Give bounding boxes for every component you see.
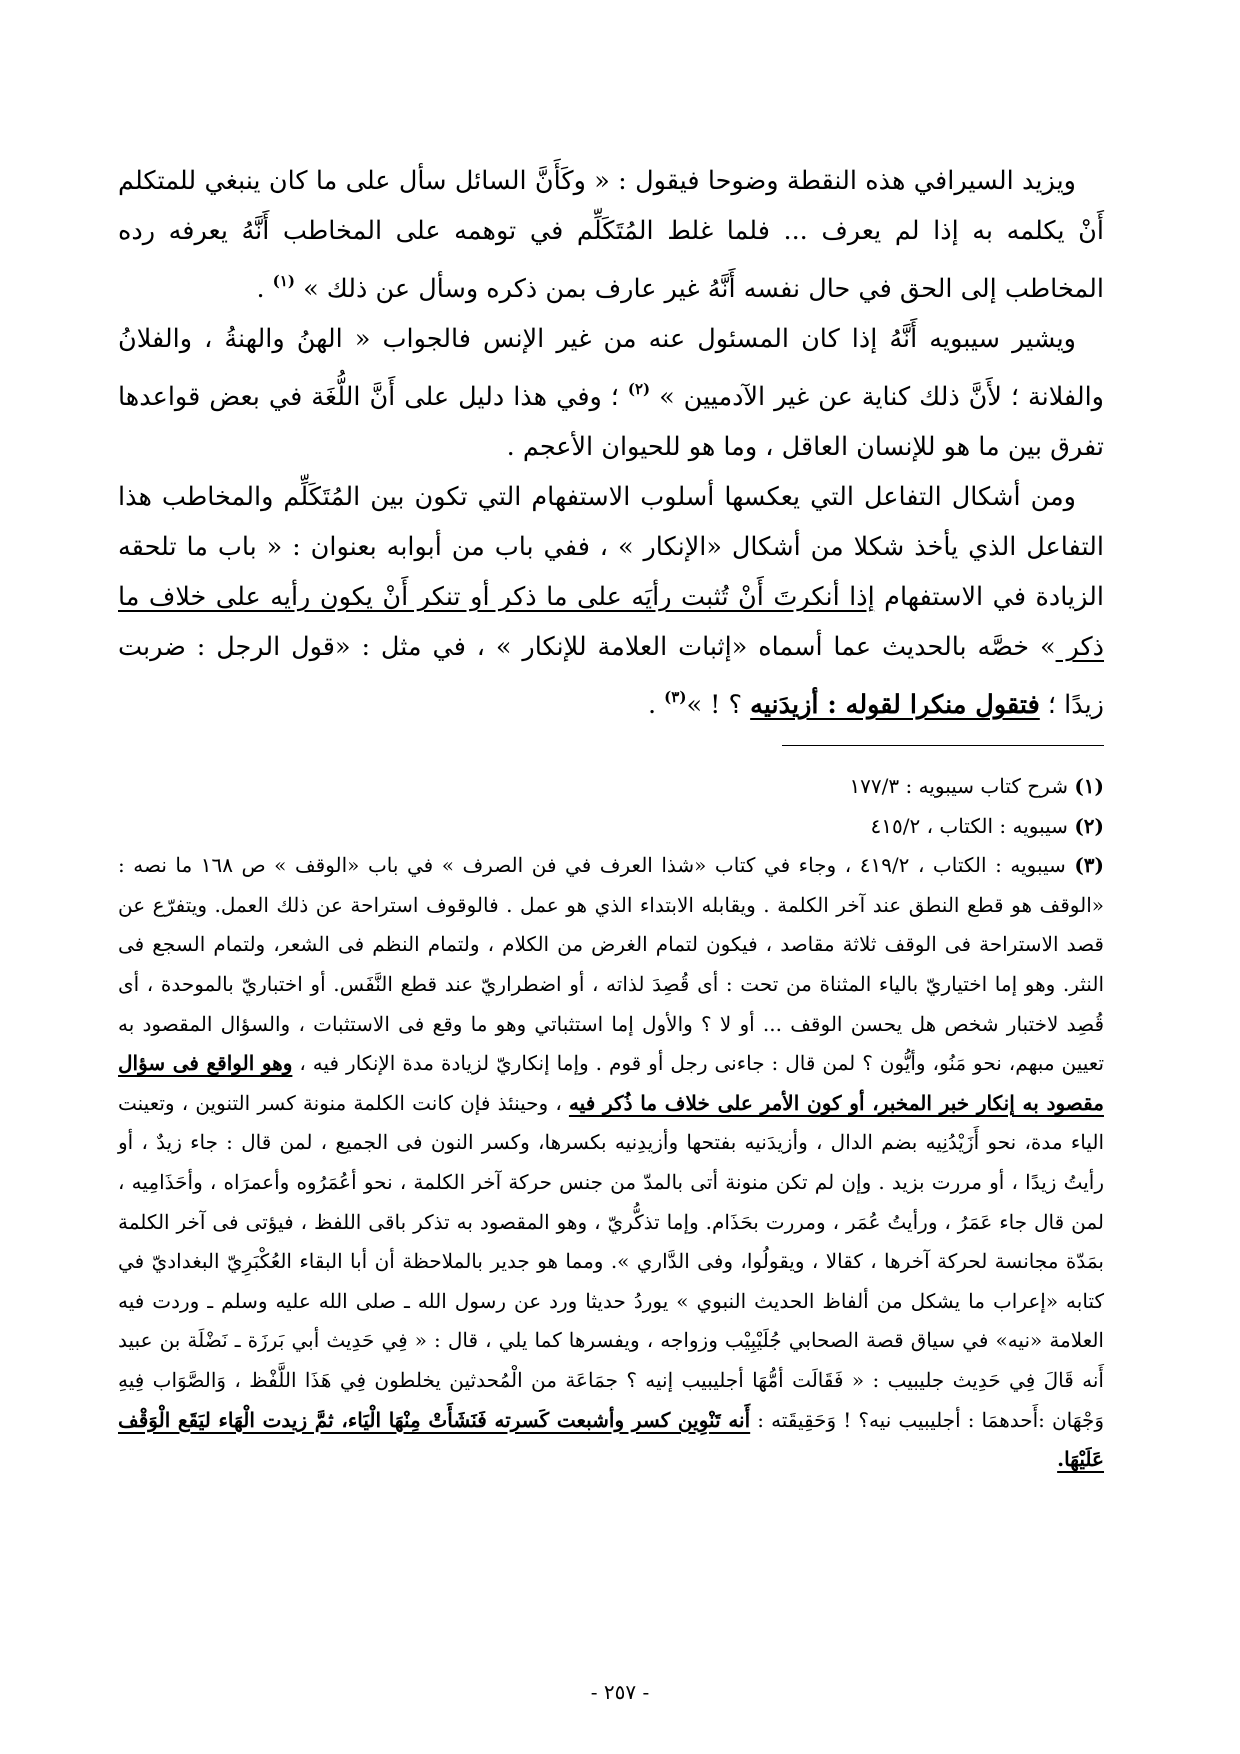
paragraph-3 [118,472,1104,730]
p2-text-a: ويشير سيبويه أَنَّهُ إذا كان المسئول عنه من غير الإنس فالجواب « الهنُ والهنةُ ، والفلانُ والفلانة ؛ لأَنَّ ذلك كناية عن غير الآدميين » [118,324,1104,412]
footnote-separator [782,745,1104,746]
p3-end: . [647,690,665,720]
p2-text-b: ؛ وفي هذا دليل على أَنَّ اللُّغَة في بعض قواعدها تفرق بين ما هو للإنسان العاقل ، وما هو للحيوان الأعجم . [118,382,1104,462]
p3-underlined: إذا أنكرتَ أَنْ تُثبت رأيَه على ما ذكر أو تنكر أَنْ يكون رأيه على خلاف ما ذكر [118,582,1105,662]
p1-text: ويزيد السيرافي هذه النقطة وضوحا فيقول : « وكَأَنَّ السائل سأل على ما كان ينبغي للمتكلم أَنْ يكلمه به إذا لم يعرف ... فلما غلط المُتَكَلِّم في توهمه على المخاطب أَنَّهُ يعرفه رده المخاطب إلى الحق في حال نفسه أَنَّهُ غير عارف بمن ذكره وسأل عن ذلك » [118,166,1104,304]
footnote-2-number: (٢) [1074,813,1104,838]
footnote-3-text-a: سيبويه : الكتاب ، ٤١٩/٢ ، وجاء في كتاب «شذا العرف في فن الصرف » في باب «الوقف » ص ١٦٨ ما نصه : «الوقف هو قطع النطق عند آخر الكلمة . ويقابله الابتداء الذي هو عمل . فالوقوف استراحة عن ذلك العمل. ويتفرّع عن قصد الاستراحة فى الوقف ثلاثة مقاصد ، فيكون لتمام الغرض من الكلام ، ولتمام النظم فى الشعر، ولتمام السجع فى النثر. وهو إما اختياريّ بالياء المثناة من تحت : أى قُصِدَ لذاته ، أو اضطراريّ عند قطع النَّفَس. أو اختباريّ بالموحدة ، أى قُصِد لاختبار شخص هل يحسن الوقف ... أو لا ؟ والأول إما استثباتي وهو ما وقع فى الاستثبات ، والسؤال المقصود به تعيين مبهم، نحو مَنُو، وأيُّون ؟ لمن قال : جاءنى رجل أو قوم . وإما إنكاريّ لزيادة مدة الإنكار فيه ، [118,853,1105,1076]
p3-text-c: ؟ ! » [686,690,751,720]
p3-bold-underlined: فتقول منكرا لقوله : أزيدَنيه [750,690,1040,720]
footnote-1-text: شرح كتاب سيبويه : ١٧٧/٣ [849,774,1075,798]
footnote-ref-2: (٢) [627,380,651,398]
footnote-ref-3: (٣) [664,688,687,706]
p3-text-b: » خصَّه بالحديث عما أسماه «إثبات العلامة للإنكار » ، في مثل : «قول الرجل : ضربت زيدًا ؛ [118,632,1104,720]
footnote-2 [118,807,1104,847]
p3-text-a: ومن أشكال التفاعل التي يعكسها أسلوب الاستفهام التي تكون بين المُتَكَلِّم والمخاطب هذا التفاعل الذي يأخذ شكلا من أشكال «الإنكار » ، ففي باب من أبوابه بعنوان : « باب ما تلحقه الزيادة في الاستفهام [118,482,1105,612]
footnote-3-bold-underlined: وهو الواقع فى سؤال مقصود به إنكار خبر المخبر، أو كون الأمر على خلاف ما ذُكر فيه [118,1051,1104,1115]
p1-end: . [256,274,273,304]
footnote-ref-1: (١) [272,272,295,290]
footnote-1-number: (١) [1074,774,1104,798]
footnote-3 [118,846,1104,1480]
footnote-1 [118,767,1104,807]
paragraph-1 [118,156,1104,314]
page-number: - ٢٥٧ - [590,1680,650,1704]
footnote-3-bold-underlined-end: أَنه تَنْوِين كسر وأشبعت كَسرته فَنَشَأَتْ مِنْهَا الْيَاء، ثمَّ زيدت الْهَاء ليَقَع الْوَقْف عَلَيْهَا. [118,1407,1104,1472]
footnote-3-number: (٣) [1074,853,1104,878]
footnote-2-text: سيبويه : الكتاب ، ٤١٥/٢ [870,813,1075,838]
main-text [118,156,1104,730]
paragraph-2 [118,314,1104,472]
footnotes [118,767,1104,1480]
footnote-3-text-b: ، وحينئذ فإن كانت الكلمة منونة كسر التنوين ، وتعينت الياء مدة، نحو أَزَيْدُنِيه بضم الدال ، وأزيدَنيه بفتحها وأزيدِنيه بكسرها، وكسر النون فى الجميع ، لمن قال : جاء زيدٌ ، أو رأيتُ زيدًا ، أو مررت بزيد . وإن لم تكن منونة أتى بالمدّ من جنس حركة آخر الكلمة ، نحو أعُمَرُوه وأعمرَاه ، وأحَذَامِيه ، لمن قال جاء عَمَرُ ، ورأيتُ عُمَر ، ومررت بحَذَام. وإما تذكُّريّ ، وهو المقصود به تذكر باقى اللفظ ، فيؤتى فى آخر الكلمة بمَدّة مجانسة لحركة آخرها ، كقالا ، ويقولُوا، وفى الدَّاري ». ومما هو جدير بالملاحظة أن أبا البقاء العُكْبَرِيّ البغداديّ في كتابه «إعراب ما يشكل من ألفاظ الحديث النبوي » يوردُ حديثا ورد عن رسول الله ـ صلى الله عليه وسلم ـ وردت فيه العلامة «نيه» في سياق قصة الصحابي جُلَيْبِيْب وزواجه ، ويفسرها كما يلي ، قال : « فِي حَدِيث أبي بَرزَة ـ نَضْلَة بن عبيد أَنه قَالَ فِي حَدِيث جليبيب : « فَقَالَت أمُّهَا أجليبيب إنيه ؟ جمَاعَة من الْمُحدثين يخلطون فِي هَذَا اللَّفْظ ، وَالصَّوَاب فِيهِ وَجْهَان :أَحدهمَا : أجليبيب نيه؟ ! وَحَقِيقَته : [118,1090,1105,1432]
